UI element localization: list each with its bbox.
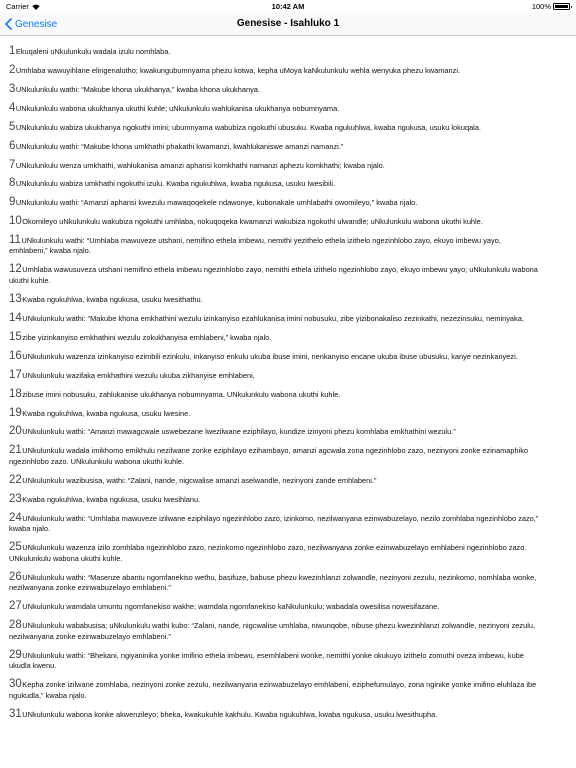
verse-text: UNkulunkulu wathi: “Umhlaba mawuveze izilwane eziphilayo ngezinhlobo zazo, izinkomo, nezilwanyana ezinwabuzelayo, nezilo zomhlaba ngezinhlobo zazo,” kwaba njalo. — [9, 513, 539, 534]
verse-text: UNkulunkulu wadala imikhomo emikhulu nezilwane zonke eziphilayo ezihambayo, amanzi agcwala zona ngezinhlobo zazo, nezinyoni zonke ezinamaphiko ngezinhlobo zazo. UNkulunkulu wabona ukuthi kuhle. — [9, 446, 529, 466]
verse-number: 20 — [9, 425, 22, 438]
verse-9 — [9, 197, 539, 209]
verse-26 — [9, 572, 539, 594]
verse-number: 9 — [9, 195, 16, 208]
verse-text: Umhlaba wawusuveza utshani nemifino ethela imbewu ngezinhlobo zayo, nemithi ethela izithelo ngezinhlobo zayo, ekuyo imbewu yayo; uNkulunkulu wabona ukuthi kuhle. — [9, 265, 538, 285]
verse-number: 19 — [9, 406, 22, 419]
verse-number: 23 — [9, 492, 22, 505]
verse-number: 21 — [9, 444, 22, 457]
verse-25 — [9, 542, 539, 564]
verse-text: Ekuqaleni uNkulunkulu wadala izulu nomhlaba. — [15, 47, 171, 56]
verse-21 — [9, 445, 539, 467]
verse-text: UNkulunkulu wathi: “Amanzi aphansi kwezulu mawaqoqekele ndawonye, kubonakale umhlabathi owomileyo,” kwaba njalo. — [15, 197, 418, 207]
verse-number: 26 — [9, 570, 22, 583]
verse-number: 13 — [9, 292, 22, 305]
chapter-text[interactable] — [9, 46, 539, 720]
verse-text: UNkulunkulu wazenza izilo zomhlaba ngezinhlobo zazo, nezinkomo ngezinhlobo zazo, nezilwanyana zonke ezinwabuzelayo emhlabeni ngezinhlobo zazo. UNkulunkulu wabona ukuthi kuhle. — [9, 543, 527, 563]
verse-number: 17 — [9, 368, 22, 381]
verse-29 — [9, 650, 539, 672]
verse-number: 4 — [9, 101, 16, 114]
verse-text: zibe yizinkanyiso emkhathini wezulu zokukhanyisa emhlabeni,” kwaba njalo. — [22, 332, 272, 342]
verse-text: UNkulunkulu wathi: “Bhekani, ngiyaninika yonke imifino ethela imbewu, esemhlabeni wonke, nemithi yonke okukuyo izithelo zomuthi oveza imbewu, kube ukudla kwenu. — [9, 650, 524, 671]
verse-text: Kwaba ngukuhlwa, kwaba ngukusa, usuku lwesihlanu. — [22, 494, 201, 504]
verse-31 — [9, 709, 539, 721]
verse-number: 28 — [9, 619, 22, 632]
verse-text: Umhlaba wawuyihlane elingenalutho; kwakungubumnyama phezu kotwa, kepha uMoya kaNkulunkulu wehla wenyuka phezu kwamanzi. — [15, 65, 461, 75]
verse-5 — [9, 122, 539, 134]
verse-14 — [9, 313, 539, 325]
verse-number: 1 — [9, 45, 16, 57]
battery-fill — [555, 5, 568, 8]
verse-text: UNkulunkulu wathi: “Masenze abantu ngomfanekiso wethu, basifuze, babuse phezu kwezinhlanzi zolwandle, nezinyoni zezulu, nezinkomo, nomhlaba wonke, nezilwanyana zonke ezinwabuzelayo emhlabeni.” — [9, 572, 537, 593]
verse-text: UNkulunkulu wathi: “Umhlaba mawuveze utshani, nemifino ethela imbewu, nemithi yezithelo ethela izithelo ngezinhlobo zayo, ekuyo imbewu yayo, emhlabeni,” kwaba njalo. — [9, 235, 501, 256]
verse-number: 10 — [9, 214, 22, 227]
verse-text: UNkulunkulu wabiza ukukhanya ngokuthi imini; ubumnyama wabubiza ngokuthi ubusuku. Kwaba ngukuhlwa, kwaba ngukusa, usuku lokuqala. — [15, 122, 481, 132]
verse-2 — [9, 65, 539, 77]
battery-percent: 100% — [531, 2, 551, 11]
verse-number: 29 — [9, 648, 22, 661]
verse-text: UNkulunkulu wamdala umuntu ngomfanekiso wakhe; wamdala ngomfanekiso kaNkulunkulu; wabadala owesilisa nowesifazane. — [22, 602, 440, 612]
verse-text: Kepha zonke izilwane zomhlaba, nezinyoni zonke zezulu, nezilwanyana ezinwabuzelayo emhlabeni, eziphefumulayo, zona nginike yonke imifino eluhlaza ibe ngukudla,” kwaba njalo. — [9, 680, 537, 700]
verse-text: UNkulunkulu wazifaka emkhathini wezulu ukuba zikhanyise emhlabeni, — [22, 370, 255, 380]
battery-indicator — [532, 0, 570, 13]
status-bar — [0, 0, 576, 13]
verse-27 — [9, 601, 539, 613]
verse-number: 2 — [9, 63, 16, 76]
verse-text: UNkulunkulu wathi: “Amanzi mawagcwale uswebezane lwezilwane eziphilayo, kundize izinyoni phezu komhlaba emkhathini wezulu.” — [22, 427, 456, 437]
verse-16 — [9, 351, 539, 363]
verse-text: UNkulunkulu wabona konke akwenzileyo; bheka, kwakukuhle kakhulu. Kwaba ngukuhlwa, kwaba ngukusa, usuku lwesithupha. — [22, 709, 438, 719]
verse-text: UNkulunkulu wabiza umkhathi ngokuthi izulu. Kwaba ngukuhlwa, kwaba ngukusa, usuku lwesibili. — [15, 178, 336, 188]
verse-4 — [9, 103, 539, 115]
verse-number: 15 — [9, 330, 22, 343]
verse-6 — [9, 141, 539, 153]
verse-number: 5 — [9, 120, 16, 133]
verse-22 — [9, 475, 539, 487]
verse-number: 30 — [9, 678, 22, 691]
verse-3 — [9, 84, 539, 96]
status-time: 10:42 AM — [271, 2, 305, 11]
verse-number: 24 — [9, 511, 22, 524]
verse-12 — [9, 264, 539, 286]
verse-number: 18 — [9, 387, 22, 400]
verse-text: UNkulunkulu wazenza izinkanyiso ezimbili ezinkulu, inkanyiso enkulu ukuba ibuse imini, nenkanyiso encane ukuba ibuse ubusuku, kanye nezinkanyezi. — [22, 351, 518, 361]
verse-24 — [9, 513, 539, 535]
verse-text: UNkulunkulu wazibusisa, wathi: “Zalani, nande, nigcwalise amanzi aselwandle, nezinyoni zande emhlabeni.” — [22, 475, 377, 485]
verse-13 — [9, 294, 539, 306]
verse-number: 22 — [9, 473, 22, 486]
back-button-label: Genesise — [15, 18, 58, 30]
verse-number: 14 — [9, 311, 22, 324]
verse-number: 27 — [9, 600, 22, 613]
verse-number: 8 — [9, 176, 16, 189]
verse-8 — [9, 178, 539, 190]
battery-icon — [553, 3, 570, 10]
verse-text: Kwaba ngukuhlwa, kwaba ngukusa, usuku lwesine. — [22, 408, 191, 418]
verse-text: UNkulunkulu wenza umkhathi, wahlukanisa amanzi aphansi komkhathi namanzi aphezu komkhathi; kwaba njalo. — [15, 160, 385, 170]
verse-19 — [9, 408, 539, 420]
verse-text: UNkulunkulu wathi: “Makube khona ukukhanya,” kwaba khona ukukhanya. — [15, 84, 260, 94]
verse-text: Kwaba ngukuhlwa, kwaba ngukusa, usuku lwesithathu. — [22, 294, 203, 304]
verse-number: 25 — [9, 541, 22, 554]
verse-10 — [9, 216, 539, 228]
verse-text: Okomileyo uNkulunkulu wakubiza ngokuthi umhlaba, nokuqoqeka kwamanzi wakubiza ngokuthi ulwandle; uNkulunkulu wabona ukuthi kuhle. — [22, 216, 483, 226]
verse-18 — [9, 389, 539, 401]
verse-number: 12 — [9, 263, 22, 276]
verse-number: 3 — [9, 82, 16, 95]
verse-number: 11 — [9, 233, 21, 246]
verse-text: UNkulunkulu wathi: “Makube khona umkhathi phakathi kwamanzi, kwahlukaniswe amanzi namanzi.” — [15, 141, 344, 151]
navigation-bar — [0, 13, 576, 36]
verse-30 — [9, 679, 539, 701]
verse-text: UNkulunkulu wabona ukukhanya ukuthi kuhle; uNkulunkulu wahlukanisa ukukhanya nobumnyama. — [15, 103, 340, 113]
verse-text: UNkulunkulu wababusisa; uNkulunkulu wathi kubo: “Zalani, nande, nigcwalise umhlaba, niwunqobe, nibuse phezu kwezinhlanzi zolwandle, nezinyoni zezulu, nezilwanyana zonke ezinwabuzelayo emhlabeni.” — [9, 621, 536, 641]
verse-text: UNkulunkulu wathi: “Makube khona emkhathini wezulu izinkanyiso ezahlukanisa imini nobusuku, zibe yizibonakaliso zezinkathi, nezezinsuku, neminyaka, — [22, 313, 524, 323]
verse-23 — [9, 494, 539, 506]
verse-17 — [9, 370, 539, 382]
verse-number: 31 — [9, 707, 22, 720]
carrier-label: Carrier — [6, 2, 29, 11]
verse-1 — [9, 46, 539, 58]
page-title: Genesise - Isahluko 1 — [236, 18, 340, 29]
verse-number: 6 — [9, 139, 16, 152]
verse-text: zibuse imini nobusuku, zahlukanise ukukhanya nobumnyama. UNkulunkulu wabona ukuthi kuhle. — [22, 389, 341, 399]
verse-11 — [9, 235, 539, 257]
verse-7 — [9, 160, 539, 172]
verse-28 — [9, 620, 539, 642]
verse-number: 16 — [9, 349, 22, 362]
verse-20 — [9, 426, 539, 438]
verse-number: 7 — [9, 158, 16, 171]
verse-15 — [9, 332, 539, 344]
